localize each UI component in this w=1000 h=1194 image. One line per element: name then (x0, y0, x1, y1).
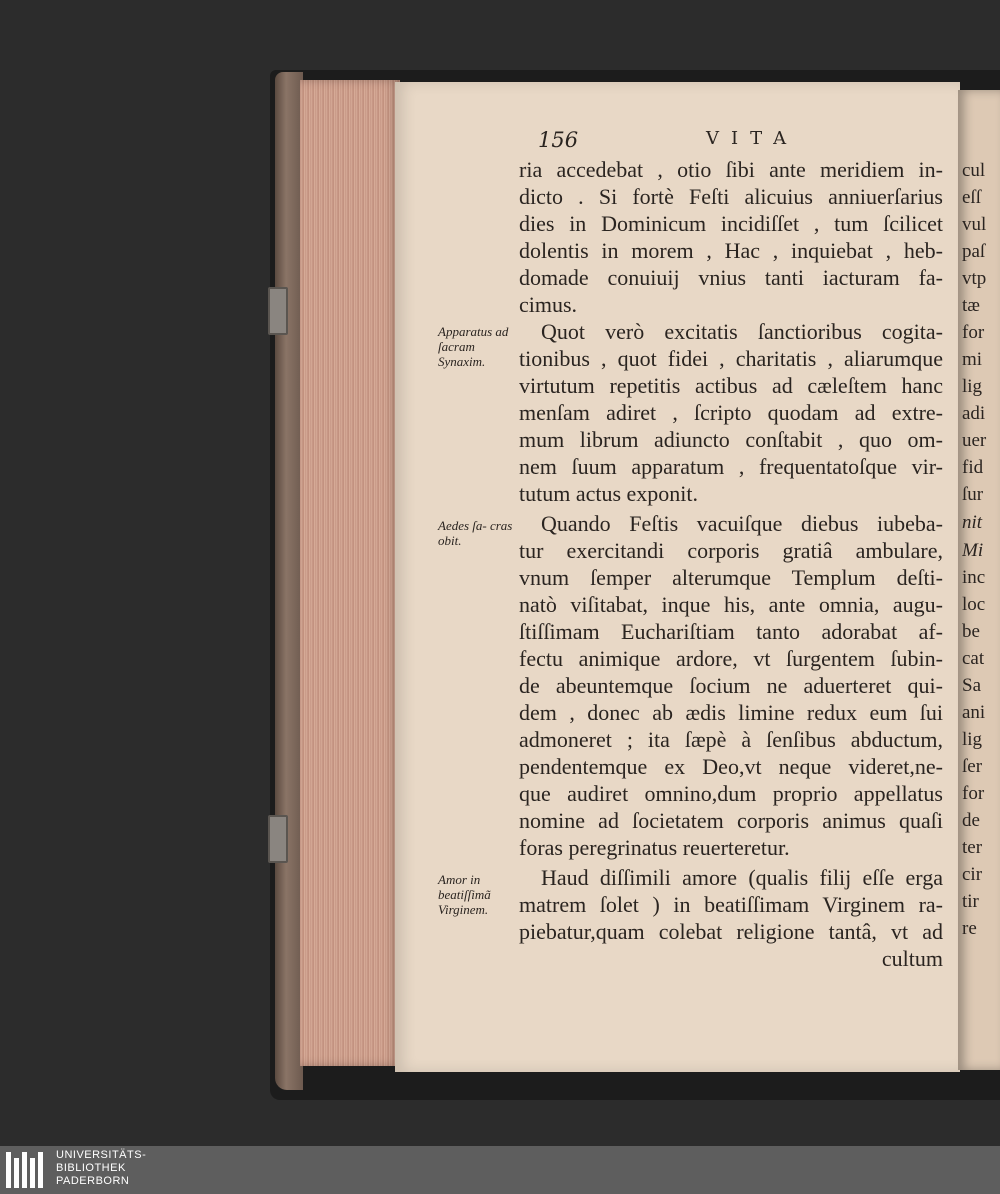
library-name-line3: PADERBORN (56, 1175, 130, 1187)
facing-page-fragment: be (962, 621, 980, 642)
text-line: admoneret ; ita ſæpè à ſenſibus abductum, (519, 727, 943, 752)
text-line: domade conuiuij vnius tanti iacturam fa- (519, 265, 943, 290)
facing-page-fragment: cul (962, 160, 986, 181)
text-line: piebatur,quam colebat religione tantâ, vt ad (519, 919, 943, 944)
facing-page-fragment: for (962, 322, 985, 343)
facing-page-fragment: ſer (962, 756, 983, 777)
facing-page-fragment: cat (962, 648, 985, 669)
facing-page-fragment: ter (962, 837, 983, 858)
text-line: pendentemque ex Deo,vt neque videret,ne- (519, 754, 943, 779)
clasp-top (268, 287, 288, 335)
facing-page-fragment: adi (962, 403, 986, 424)
facing-page-fragment: inc (962, 567, 986, 588)
facing-page-fragment: tir (962, 891, 979, 912)
text-line: dicto . Si fortè Feſti alicuius anniuerſarius (519, 184, 943, 209)
text-line: menſam adiret , ſcripto quodam ad extre- (519, 400, 943, 425)
margin-note: Apparatus ad ſacram Synaxim. (438, 324, 509, 369)
facing-page-fragment: vul (962, 214, 987, 235)
text-line: vnum ſemper alterumque Templum deſti- (519, 565, 943, 590)
text-line: ſtiſſimam Euchariſtiam tanto adorabat af- (519, 619, 943, 644)
page-stack-edge (300, 80, 400, 1066)
facing-page-fragment: uer (962, 430, 987, 451)
facing-page-fragment: for (962, 783, 985, 804)
text-line: virtutum repetitis actibus ad cæleſtem hanc (519, 373, 943, 398)
facing-page-fragment: lig (962, 376, 983, 397)
facing-page-fragment: cir (962, 864, 983, 885)
facing-page-fragment: Mi (962, 540, 984, 561)
library-name (56, 1149, 146, 1188)
facing-page-fragment: tæ (962, 295, 980, 316)
text-line: tur exercitandi corporis gratiâ ambulare, (519, 538, 943, 563)
clasp-bottom (268, 815, 288, 863)
text-line: matrem ſolet ) in beatiſſimam Virginem ra- (519, 892, 943, 917)
page-number: 156 (538, 128, 579, 152)
text-line: fectu animique ardore, vt ſurgentem ſubin- (519, 646, 943, 671)
text-line: Haud diſſimili amore (qualis filij eſſe erga (541, 865, 943, 890)
text-line: mum librum adiuncto conſtabit , quo om- (519, 427, 943, 452)
facing-page-fragment: nit (962, 512, 983, 533)
facing-page-fragment: ſur (962, 484, 984, 505)
text-line: foras peregrinatus reuerteretur. (519, 835, 790, 860)
facing-page-fragment: de (962, 810, 980, 831)
text-line: dies in Dominicum incidiſſet , tum ſcilicet (519, 211, 943, 236)
facing-page-fragment: ani (962, 702, 986, 723)
facing-page-fragment: Sa (962, 675, 981, 696)
facing-page-fragment: lig (962, 729, 983, 750)
text-line: dem , donec ab ædis limine redux eum ſui (519, 700, 943, 725)
facing-page-fragment: eſſ (962, 187, 981, 208)
text-line: tionibus , quot fidei , charitatis , aliarumque (519, 346, 943, 371)
facing-page-fragment: mi (962, 349, 983, 370)
text-line: dolentis in morem , Hac , inquiebat , heb- (519, 238, 943, 263)
text-line: cimus. (519, 292, 578, 317)
text-line: tutum actus exponit. (519, 481, 699, 506)
catchword: cultum (881, 946, 943, 971)
margin-note: Aedes ſa- cras obit. (438, 518, 513, 548)
text-line: que audiret omnino,dum proprio appellatus (519, 781, 943, 806)
text-line: natò viſitabat, inque his, ante omnia, augu- (519, 592, 943, 617)
facing-page-fragment: paſ (962, 241, 986, 262)
text-line: nomine ad ſocietatem corporis animus quaſi (519, 808, 943, 833)
facing-page-fragment: fid (962, 457, 984, 478)
facing-page-fragment: vtp (962, 268, 987, 289)
text-line: Quando Feſtis vacuiſque diebus iubeba- (541, 511, 943, 536)
text-line: nem ſuum apparatum , frequentatoſque vir- (519, 454, 943, 479)
facing-page-fragment: loc (962, 594, 986, 615)
text-line: de abeuntemque ſocium ne aduerteret qui- (519, 673, 943, 698)
book-cover-edge (275, 72, 303, 1090)
page-header (538, 128, 838, 154)
library-logo-icon (6, 1150, 46, 1190)
margin-note: Amor in beatiſſimã Virginem. (438, 872, 491, 917)
library-name-line2: BIBLIOTHEK (56, 1162, 126, 1174)
text-line: ria accedebat , otio ſibi ante meridiem in- (519, 157, 943, 182)
library-name-line1: UNIVERSITÄTS- (56, 1149, 147, 1161)
facing-page-fragment: re (962, 918, 977, 939)
library-footer (0, 1146, 1000, 1194)
running-head: VITA (706, 128, 799, 149)
text-line: Quot verò excitatis ſanctioribus cogita- (541, 319, 943, 344)
